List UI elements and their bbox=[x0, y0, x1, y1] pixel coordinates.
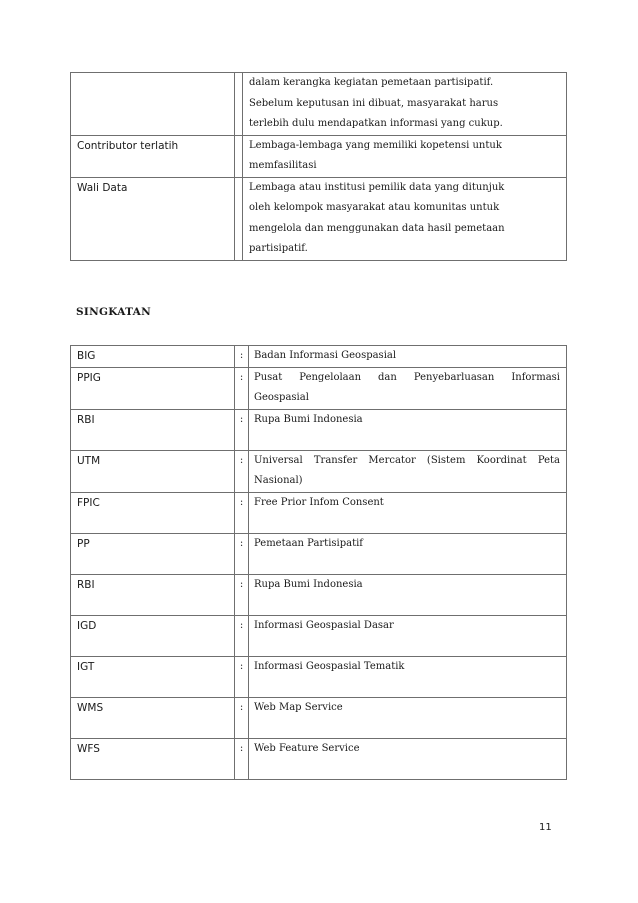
abbreviation-meaning bbox=[249, 738, 567, 779]
glossary-term bbox=[71, 73, 235, 136]
glossary-definition-line: Lembaga atau institusi pemilik data yang ditunjuk bbox=[249, 181, 505, 193]
abbreviation-row bbox=[71, 574, 567, 615]
abbreviation-meaning-line: Universal Transfer Mercator (Sistem Koordinat Peta bbox=[254, 454, 560, 466]
abbreviation-meaning bbox=[249, 409, 567, 450]
abbreviation-meaning-line: Pusat Pengelolaan dan Penyebarluasan Informasi bbox=[254, 371, 560, 383]
glossary-separator-cell bbox=[235, 135, 243, 177]
abbreviation-term: WFS bbox=[71, 738, 235, 779]
abbreviation-colon: : bbox=[235, 738, 249, 779]
abbreviation-meaning bbox=[249, 697, 567, 738]
abbreviation-colon: : bbox=[235, 533, 249, 574]
abbreviation-row bbox=[71, 346, 567, 368]
glossary-row bbox=[71, 135, 567, 177]
glossary-definition-line: Lembaga-lembaga yang memiliki kopetensi untuk bbox=[249, 139, 502, 151]
abbreviation-term: RBI bbox=[71, 574, 235, 615]
glossary-row bbox=[71, 177, 567, 260]
abbreviation-meaning-line: Web Feature Service bbox=[254, 742, 360, 754]
abbreviation-meaning bbox=[249, 492, 567, 533]
abbreviation-row bbox=[71, 450, 567, 492]
abbreviation-meaning bbox=[249, 656, 567, 697]
glossary-definition-line: Sebelum keputusan ini dibuat, masyarakat harus bbox=[249, 97, 499, 109]
abbreviations-body bbox=[71, 346, 567, 780]
abbreviation-meaning-line: Free Prior Infom Consent bbox=[254, 496, 384, 508]
abbreviation-row bbox=[71, 492, 567, 533]
abbreviation-term: BIG bbox=[71, 346, 235, 368]
glossary-definition-line: dalam kerangka kegiatan pemetaan partisipatif. bbox=[249, 77, 494, 88]
abbreviation-term: IGT bbox=[71, 656, 235, 697]
abbreviation-meaning-line: Nasional) bbox=[254, 475, 303, 486]
abbreviation-meaning-line: Web Map Service bbox=[254, 701, 343, 713]
abbreviation-meaning-line: Rupa Bumi Indonesia bbox=[254, 578, 363, 590]
abbreviation-row bbox=[71, 533, 567, 574]
abbreviations-table bbox=[70, 345, 567, 780]
abbreviation-colon: : bbox=[235, 615, 249, 656]
page-number: 11 bbox=[539, 822, 552, 833]
abbreviation-row bbox=[71, 697, 567, 738]
glossary-term: Wali Data bbox=[71, 177, 235, 260]
abbreviation-meaning-line: Informasi Geospasial Tematik bbox=[254, 660, 405, 672]
glossary-definition bbox=[243, 177, 567, 260]
abbreviation-row bbox=[71, 738, 567, 779]
glossary-definition bbox=[243, 73, 567, 136]
abbreviation-meaning-line: Geospasial bbox=[254, 392, 309, 403]
abbreviation-term: WMS bbox=[71, 697, 235, 738]
abbreviation-colon: : bbox=[235, 346, 249, 368]
abbreviation-term: PPIG bbox=[71, 367, 235, 409]
abbreviation-row bbox=[71, 409, 567, 450]
abbreviation-colon: : bbox=[235, 697, 249, 738]
abbreviation-meaning bbox=[249, 450, 567, 492]
section-title-singkatan: SINGKATAN bbox=[76, 306, 152, 318]
abbreviation-colon: : bbox=[235, 656, 249, 697]
abbreviation-colon: : bbox=[235, 574, 249, 615]
glossary-definition bbox=[243, 135, 567, 177]
glossary-definition-line: terlebih dulu mendapatkan informasi yang cukup. bbox=[249, 118, 503, 129]
abbreviation-term: PP bbox=[71, 533, 235, 574]
abbreviation-term: RBI bbox=[71, 409, 235, 450]
abbreviation-meaning-line: Badan Informasi Geospasial bbox=[254, 350, 397, 361]
abbreviation-colon: : bbox=[235, 492, 249, 533]
glossary-separator-cell bbox=[235, 177, 243, 260]
abbreviation-term: IGD bbox=[71, 615, 235, 656]
abbreviation-colon: : bbox=[235, 450, 249, 492]
glossary-definition-line: partisipatif. bbox=[249, 243, 308, 254]
glossary-definition-line: oleh kelompok masyarakat atau komunitas untuk bbox=[249, 202, 500, 213]
abbreviation-term: UTM bbox=[71, 450, 235, 492]
abbreviation-row bbox=[71, 367, 567, 409]
glossary-term: Contributor terlatih bbox=[71, 135, 235, 177]
abbreviation-row bbox=[71, 615, 567, 656]
abbreviation-meaning-line: Pemetaan Partisipatif bbox=[254, 537, 364, 549]
abbreviation-meaning bbox=[249, 615, 567, 656]
abbreviation-meaning bbox=[249, 367, 567, 409]
abbreviation-meaning bbox=[249, 533, 567, 574]
glossary-definition-line: mengelola dan menggunakan data hasil pemetaan bbox=[249, 222, 505, 234]
glossary-table bbox=[70, 72, 567, 261]
abbreviation-meaning-line: Informasi Geospasial Dasar bbox=[254, 619, 394, 631]
glossary-row bbox=[71, 73, 567, 136]
glossary-body bbox=[71, 73, 567, 261]
abbreviation-term: FPIC bbox=[71, 492, 235, 533]
abbreviation-meaning bbox=[249, 574, 567, 615]
abbreviation-colon: : bbox=[235, 367, 249, 409]
abbreviation-meaning-line: Rupa Bumi Indonesia bbox=[254, 413, 363, 425]
abbreviation-colon: : bbox=[235, 409, 249, 450]
abbreviation-row bbox=[71, 656, 567, 697]
glossary-separator-cell bbox=[235, 73, 243, 136]
glossary-definition-line: memfasilitasi bbox=[249, 160, 317, 171]
abbreviation-meaning bbox=[249, 346, 567, 368]
